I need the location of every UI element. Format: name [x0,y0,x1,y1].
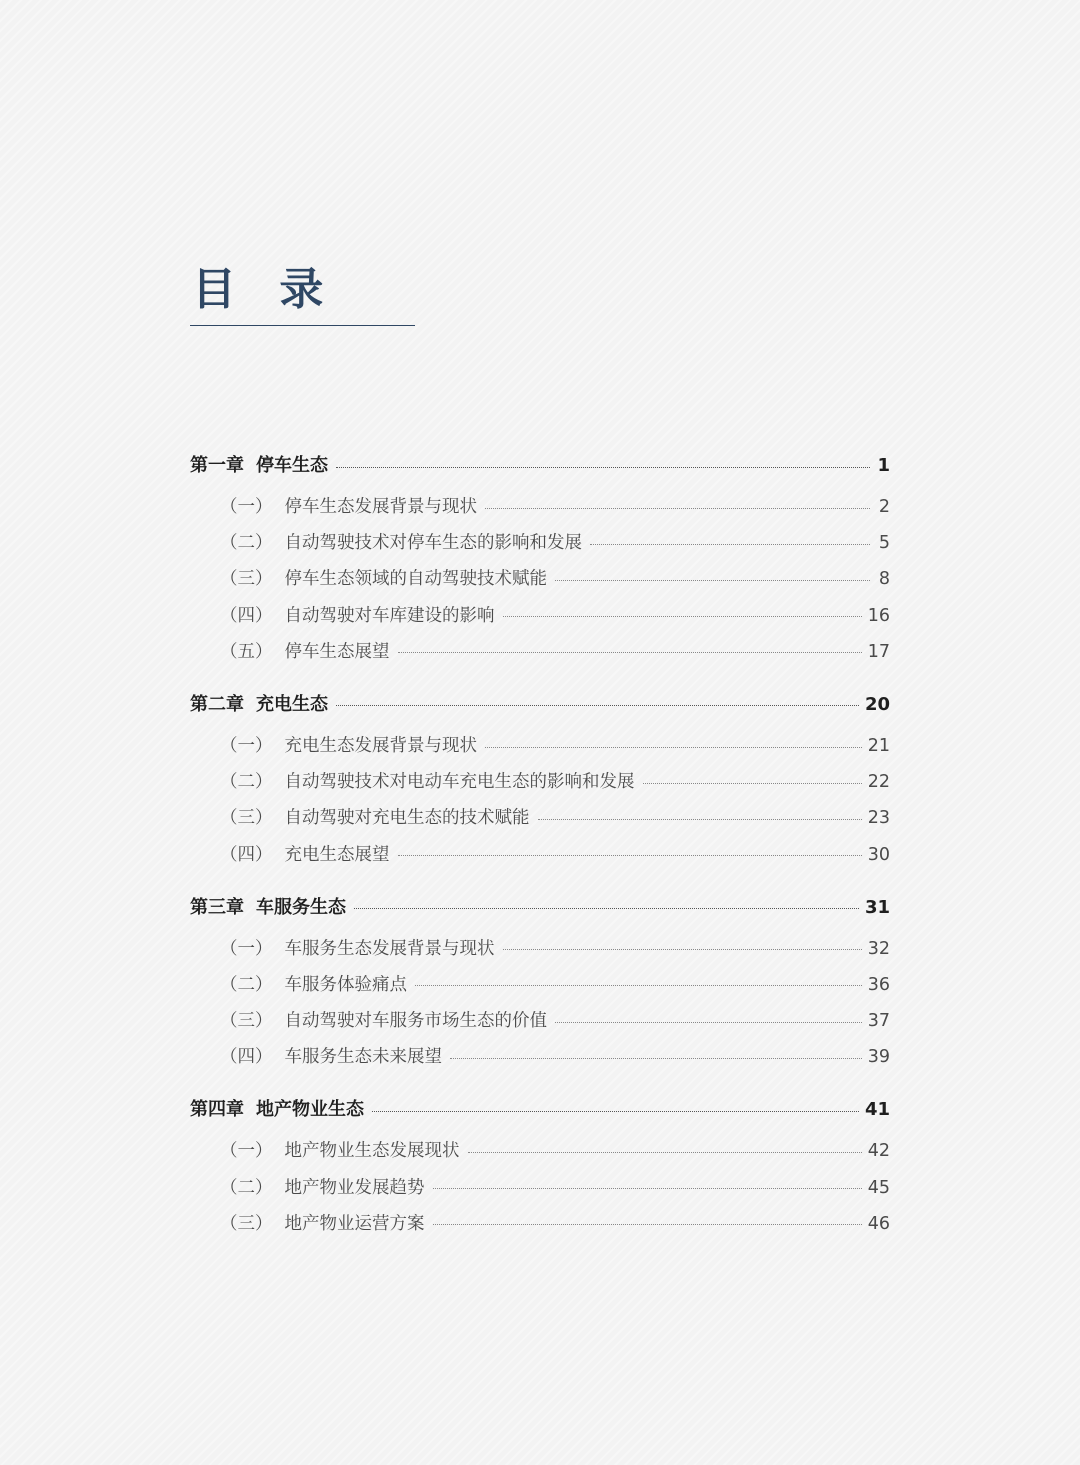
page-number: 46 [867,1213,890,1234]
section-title: 自动驾驶对车服务市场生态的价值 [284,1011,547,1032]
dot-leader [590,544,870,545]
page-number: 30 [867,844,890,865]
dot-leader [336,705,859,706]
section-number: （一） [220,1141,273,1162]
section-number: （一） [220,735,273,756]
page-number: 5 [878,533,890,554]
dot-leader [643,783,862,784]
section-title: 停车生态展望 [284,641,390,662]
section-title: 停车生态发展背景与现状 [284,497,477,517]
toc-section[interactable] [190,1170,890,1206]
toc-section[interactable] [190,561,890,597]
section-title: 充电生态发展背景与现状 [284,735,477,756]
dot-leader [503,949,862,950]
dot-leader [398,855,862,856]
dot-leader [354,908,859,909]
section-title: 车服务体验痛点 [284,974,407,995]
toc-section[interactable] [190,1039,890,1075]
section-number: （三） [220,808,273,829]
page-number: 32 [867,938,890,959]
dot-leader [415,985,862,986]
dot-leader [450,1058,862,1059]
dot-leader [433,1188,862,1189]
page-number: 36 [867,974,890,995]
section-number: （四） [220,605,273,626]
page-number: 37 [867,1011,890,1032]
section-number: （四） [220,844,273,865]
chapter-title: 停车生态 [256,455,328,476]
section-number: （二） [220,533,273,554]
toc-section[interactable] [190,1003,890,1039]
page-title: 目 录 [192,264,338,315]
toc-section[interactable] [190,1206,890,1242]
page-number: 21 [867,735,890,756]
dot-leader [433,1224,862,1225]
table-of-contents [190,448,890,1242]
dot-leader [555,1022,862,1023]
toc-chapter-4[interactable] [190,1092,890,1128]
page-number: 41 [864,1099,890,1121]
section-number: （五） [220,641,273,662]
section-title: 车服务生态发展背景与现状 [284,938,495,959]
section-number: （四） [220,1047,273,1068]
section-title: 停车生态领域的自动驾驶技术赋能 [284,569,547,590]
section-number: （一） [220,938,273,959]
toc-section[interactable] [190,728,890,764]
chapter-title: 充电生态 [256,693,328,715]
toc-section[interactable] [190,967,890,1003]
toc-section[interactable] [190,800,890,836]
section-title: 地产物业运营方案 [284,1213,425,1234]
page-number: 2 [878,497,890,517]
dot-leader [398,652,862,653]
section-number: （一） [220,497,273,517]
section-number: （二） [220,974,273,995]
chapter-title: 地产物业生态 [256,1099,364,1121]
page-number: 8 [878,569,890,590]
dot-leader [503,616,862,617]
title-underline [190,325,415,326]
chapter-number: 第三章 [190,896,244,918]
dot-leader [538,819,862,820]
section-title: 自动驾驶技术对电动车充电生态的影响和发展 [284,772,635,793]
section-title: 地产物业发展趋势 [284,1177,425,1198]
section-title: 充电生态展望 [284,844,390,865]
section-title: 自动驾驶对车库建设的影响 [284,605,495,626]
section-title: 地产物业生态发展现状 [284,1141,460,1162]
section-number: （二） [220,772,273,793]
page-number: 22 [867,772,890,793]
section-number: （二） [220,1177,273,1198]
chapter-number: 第一章 [190,455,244,476]
toc-section[interactable] [190,837,890,873]
toc-chapter-1[interactable] [190,448,890,484]
page-number: 42 [867,1141,890,1162]
toc-chapter-3[interactable] [190,890,890,926]
section-number: （三） [220,1213,273,1234]
toc-section[interactable] [190,525,890,561]
toc-chapter-2[interactable] [190,687,890,723]
toc-section[interactable] [190,634,890,670]
chapter-title: 车服务生态 [256,896,346,918]
page-number: 20 [864,693,890,715]
toc-section[interactable] [190,931,890,967]
section-number: （三） [220,1011,273,1032]
chapter-number: 第四章 [190,1099,244,1121]
section-title: 自动驾驶对充电生态的技术赋能 [284,808,530,829]
page-number: 23 [867,808,890,829]
toc-section[interactable] [190,1133,890,1169]
dot-leader [485,508,870,509]
section-number: （三） [220,569,273,590]
section-title: 自动驾驶技术对停车生态的影响和发展 [284,533,582,554]
section-title: 车服务生态未来展望 [284,1047,442,1068]
chapter-number: 第二章 [190,693,244,715]
dot-leader [555,580,870,581]
page-number: 17 [867,641,890,662]
page-number: 39 [867,1047,890,1068]
toc-section[interactable] [190,764,890,800]
toc-section[interactable] [190,489,890,525]
page-number: 16 [867,605,890,626]
dot-leader [336,467,870,468]
dot-leader [372,1111,859,1112]
page-number: 1 [877,455,890,476]
toc-section[interactable] [190,598,890,634]
page-number: 31 [864,896,890,918]
page-number: 45 [867,1177,890,1198]
dot-leader [485,747,862,748]
dot-leader [468,1152,862,1153]
